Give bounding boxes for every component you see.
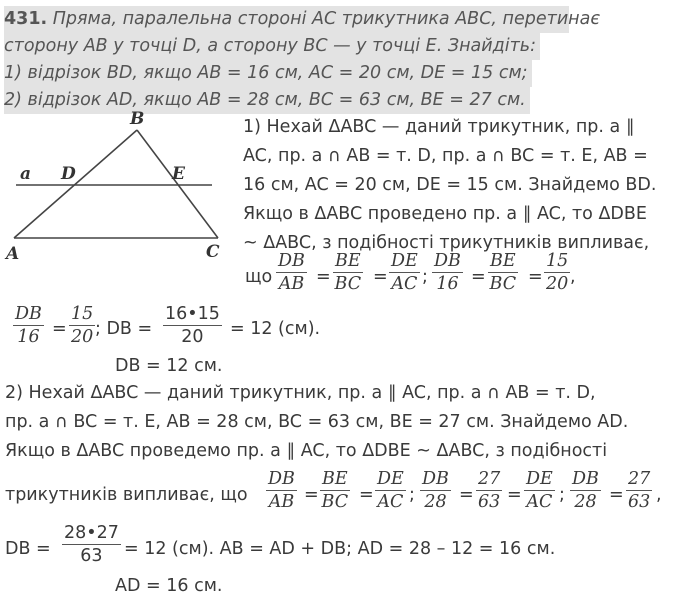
part1-answer: DB = 12 см. — [115, 356, 223, 376]
semicolon: ; — [422, 267, 428, 287]
fraction-de-ac-2: $\frac{DE}{AC}$ — [526, 469, 553, 512]
label-e: E — [172, 164, 185, 184]
equals-sign: = — [471, 267, 486, 287]
comma: , — [570, 267, 576, 287]
problem-line-1: 431. Пряма, паралельна стороні AC трикутника ABC, перетинає — [4, 6, 569, 33]
part1-line-4: Якщо в ΔABC проведено пр. a ∥ AC, то ΔDBE — [243, 204, 647, 224]
part2-line-2: пр. a ∩ BC = т. E, AB = 28 см, BC = 63 см, BE = 27 см. Знайдемо AD. — [5, 412, 629, 432]
fraction-db-16: $\frac{DB}{16}$ — [434, 251, 461, 294]
problem-line-3: 1) відрізок BD, якщо AB = 16 см, AC = 20 см, DE = 15 см; — [4, 60, 532, 87]
problem-number: 431. — [4, 9, 48, 29]
label-b: B — [130, 109, 145, 129]
fraction-de-ac: $\frac{DE}{AC}$ — [377, 469, 404, 512]
equals-sign: = — [459, 485, 474, 505]
equals-sign: = — [52, 319, 67, 339]
part1-line-3: 16 см, AC = 20 см, DE = 15 см. Знайдемо BD. — [243, 175, 657, 195]
semicolon: ; — [559, 485, 565, 505]
part1-result: = 12 (см). — [230, 319, 321, 339]
equals-sign: = — [507, 485, 522, 505]
equals-sign: = — [373, 267, 388, 287]
fraction-16x15-20: $\frac{16•15}{20}$ — [165, 304, 220, 347]
side-ab — [14, 130, 137, 238]
fraction-db-28-2: $\frac{DB}{28}$ — [572, 469, 599, 512]
comma: , — [656, 485, 662, 505]
part1-line-6-prefix: що — [245, 267, 273, 287]
part2-line-4-prefix: трикутників випливає, що — [5, 485, 248, 505]
db-equals: ; DB = — [95, 319, 153, 339]
problem-line-4: 2) відрізок AD, якщо AB = 28 см, BC = 63 см, BE = 27 см. — [4, 87, 530, 114]
part2-line-3: Якщо в ΔABC проведемо пр. a ∥ AC, то ΔDBE ~ ΔABC, з подібності — [5, 441, 608, 461]
fraction-db-28: $\frac{DB}{28}$ — [422, 469, 449, 512]
label-line-a: a — [20, 164, 32, 184]
fraction-be-bc: $\frac{BE}{BC}$ — [321, 469, 349, 512]
part1-line-1: 1) Нехай ΔABC — даний трикутник, пр. a ∥ — [243, 117, 635, 137]
equals-sign: = — [609, 485, 624, 505]
fraction-28x27-63: $\frac{28•27}{63}$ — [64, 523, 119, 566]
fraction-db-ab: $\frac{DB}{AB}$ — [278, 251, 305, 294]
part1-line-2: AC, пр. a ∩ AB = т. D, пр. a ∩ BC = т. E, AB = — [243, 146, 648, 166]
label-d: D — [61, 164, 76, 184]
fraction-15-20: $\frac{15}{20}$ — [71, 304, 94, 347]
side-bc — [137, 130, 218, 238]
problem-line-2: сторону AB у точці D, а сторону BC — у точці E. Знайдіть: — [4, 33, 540, 60]
part2-answer: AD = 16 см. — [115, 576, 223, 596]
part2-db-prefix: DB = — [5, 539, 51, 559]
fraction-db-16: $\frac{DB}{16}$ — [15, 304, 42, 347]
fraction-de-ac: $\frac{DE}{AC}$ — [391, 251, 418, 294]
equals-sign: = — [528, 267, 543, 287]
fraction-27-63: $\frac{27}{63}$ — [478, 469, 501, 512]
equals-sign: = — [304, 485, 319, 505]
fraction-db-ab: $\frac{DB}{AB}$ — [268, 469, 295, 512]
fraction-be-bc: $\frac{BE}{BC}$ — [334, 251, 362, 294]
label-c: C — [206, 242, 220, 262]
part2-result: = 12 (см). AB = AD + DB; AD = 28 – 12 = 16 см. — [124, 539, 556, 559]
fraction-be-bc-2: $\frac{BE}{BC}$ — [489, 251, 517, 294]
part1-line-5: ~ ΔABC, з подібності трикутників випливає, — [243, 233, 650, 253]
fraction-27-63-2: $\frac{27}{63}$ — [628, 469, 651, 512]
equals-sign: = — [316, 267, 331, 287]
label-a: A — [6, 244, 20, 264]
semicolon: ; — [409, 485, 415, 505]
equals-sign: = — [359, 485, 374, 505]
fraction-15-20: $\frac{15}{20}$ — [546, 251, 569, 294]
part2-line-1: 2) Нехай ΔABC — даний трикутник, пр. a ∥ AC, пр. a ∩ AB = т. D, — [5, 383, 596, 403]
